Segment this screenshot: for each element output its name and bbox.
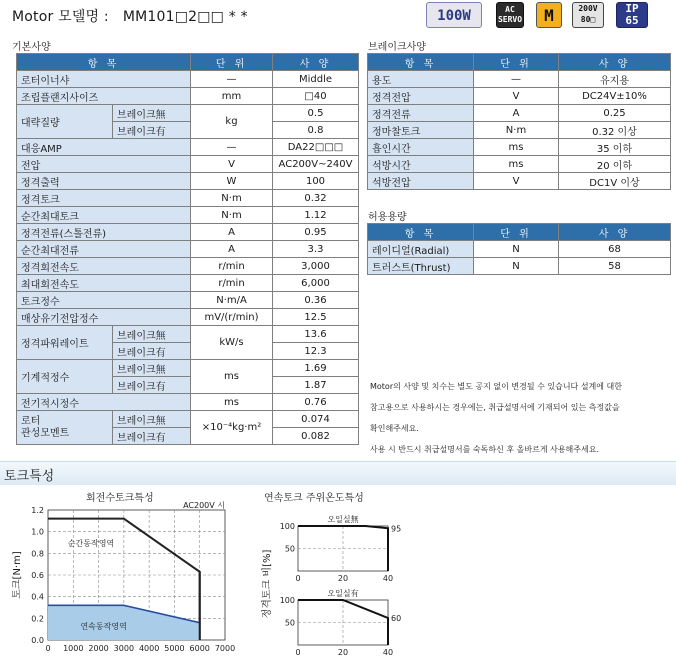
row-label: 정격회전속도 <box>17 258 191 275</box>
model-prefix: Motor 모델명 : <box>12 9 109 25</box>
brake-spec-table <box>367 53 671 190</box>
header-unit: 단 위 <box>191 54 273 71</box>
row-unit: N·m <box>191 207 273 224</box>
x-tick-label: 3000 <box>113 644 135 653</box>
header-spec: 사 양 <box>559 224 671 241</box>
panel-title: 오일실無 <box>327 515 359 524</box>
row-unit: N <box>474 258 559 275</box>
power-badge: 100W <box>426 2 482 28</box>
inertia-label-line2: 관성모멘트 <box>21 427 70 439</box>
temp-torque-chart <box>256 500 402 660</box>
header-unit: 단 위 <box>474 224 559 241</box>
ip-badge-top: IP <box>625 2 639 15</box>
row-unit: — <box>474 71 559 88</box>
row-value: DA22□□□ <box>273 139 359 156</box>
row-value: 20 이하 <box>559 156 671 173</box>
row-unit: N <box>474 241 559 258</box>
row-label: 최대회전속도 <box>17 275 191 292</box>
x-tick-label: 1000 <box>63 644 84 653</box>
row-label: 정마찰토크 <box>368 122 474 139</box>
x-tick-label: 4000 <box>138 644 160 653</box>
row-unit: ms <box>474 139 559 156</box>
table-header-row <box>368 224 671 241</box>
row-value: 0.25 <box>559 105 671 122</box>
row-value: 1.69 <box>273 360 359 377</box>
spec-notes <box>370 376 670 460</box>
ip-badge-bottom: 65 <box>625 14 639 27</box>
row-value: 0.8 <box>273 122 359 139</box>
note-line: 참고용으로 사용하시는 경우에는, 취급설명서에 기재되어 있는 측정값을 <box>370 403 620 412</box>
row-unit: N·m <box>474 122 559 139</box>
row-value: 0.32 이상 <box>559 122 671 139</box>
servo-badge-top: AC <box>505 5 515 14</box>
table-row <box>17 411 359 428</box>
header-spec: 사 양 <box>559 54 671 71</box>
basic-spec-table <box>16 53 359 445</box>
row-unit: ms <box>474 156 559 173</box>
x-tick-label: 20 <box>337 648 349 657</box>
brake-yes-label: 브레이크有 <box>113 428 191 445</box>
row-label: 전압 <box>17 156 191 173</box>
row-label: 토크정수 <box>17 292 191 309</box>
row-unit: — <box>191 139 273 156</box>
table-row <box>368 156 671 173</box>
spec-badges <box>426 2 676 32</box>
y-axis-label: 정격토크 비[%] <box>262 549 273 619</box>
table-row <box>17 190 359 207</box>
table-row <box>368 71 671 88</box>
row-label: 정격파워레이트 <box>17 326 113 360</box>
y-tick-label: 50 <box>284 618 295 628</box>
brake-no-label: 브레이크無 <box>113 360 191 377</box>
row-label: 정격전류 <box>368 105 474 122</box>
header-item: 항 목 <box>17 54 191 71</box>
row-unit: mV/(r/min) <box>191 309 273 326</box>
x-tick-label: 40 <box>382 648 394 657</box>
y-tick-label: 1.2 <box>31 506 44 515</box>
row-unit: r/min <box>191 258 273 275</box>
row-unit: kW/s <box>191 326 273 360</box>
row-unit: ms <box>191 394 273 411</box>
x-tick-label: 5000 <box>164 644 185 653</box>
row-label: 로터이너샤 <box>17 71 191 88</box>
x-tick-label: 2000 <box>88 644 109 653</box>
table-row <box>17 241 359 258</box>
row-unit: W <box>191 173 273 190</box>
x-tick-label: 20 <box>337 574 349 583</box>
table-row <box>17 394 359 411</box>
note-line: 사용 시 반드시 취급설명서를 숙독하신 후 올바르게 사용해주세요. <box>370 445 599 454</box>
brake-yes-label: 브레이크有 <box>113 343 191 360</box>
table-header-row <box>17 54 359 71</box>
row-value: 0.074 <box>273 411 359 428</box>
header-item: 항 목 <box>368 54 474 71</box>
row-label: 흡인시간 <box>368 139 474 156</box>
row-unit: A <box>191 224 273 241</box>
row-unit: A <box>474 105 559 122</box>
row-unit: V <box>474 173 559 190</box>
row-label: 석방시간 <box>368 156 474 173</box>
continuous-region-label: 연속동작영역 <box>80 622 127 632</box>
y-tick-label: 0.4 <box>31 592 44 602</box>
table-row <box>17 292 359 309</box>
servo-badge <box>496 2 524 28</box>
row-label: 정격전류(스톨전류) <box>17 224 191 241</box>
table-row <box>368 258 671 275</box>
row-value: 0.32 <box>273 190 359 207</box>
row-label: 레이디얼(Radial) <box>368 241 474 258</box>
x-tick-label: 7000 <box>214 644 236 653</box>
table-row <box>368 105 671 122</box>
row-unit: kg <box>191 105 273 139</box>
table-row <box>17 258 359 275</box>
table-row <box>17 139 359 156</box>
row-value: 68 <box>559 241 671 258</box>
row-value: 1.87 <box>273 377 359 394</box>
table-row <box>368 88 671 105</box>
y-tick-label: 0.0 <box>31 636 44 645</box>
row-label: 석방전압 <box>368 173 474 190</box>
x-tick-label: 0 <box>45 644 51 653</box>
brake-yes-label: 브레이크有 <box>113 122 191 139</box>
row-label: 순간최대토크 <box>17 207 191 224</box>
brake-no-label: 브레이크無 <box>113 411 191 428</box>
row-label: 대략질량 <box>17 105 113 139</box>
table-row <box>368 122 671 139</box>
row-value: 12.3 <box>273 343 359 360</box>
table-row <box>17 156 359 173</box>
table-row <box>17 71 359 88</box>
allowable-load-table <box>367 223 671 275</box>
basic-spec-title: 기본사양 <box>12 42 51 53</box>
row-label: 매상유기전압정수 <box>17 309 191 326</box>
voltage-annotation: AC200V 시 <box>183 501 225 510</box>
speed-torque-chart <box>0 500 250 660</box>
end-value-label: 60 <box>391 614 402 623</box>
table-row <box>17 309 359 326</box>
header-unit: 단 위 <box>474 54 559 71</box>
speed-torque-chart-title: 회전수토크특성 <box>86 493 154 504</box>
row-unit: A <box>191 241 273 258</box>
table-row <box>17 88 359 105</box>
x-tick-label: 6000 <box>189 644 210 653</box>
row-value: DC24V±10% <box>559 88 671 105</box>
row-unit: V <box>191 156 273 173</box>
row-value: 0.95 <box>273 224 359 241</box>
row-value: 유지용 <box>559 71 671 88</box>
x-tick-label: 0 <box>295 648 301 657</box>
y-tick-label: 100 <box>279 596 295 605</box>
row-value: 13.6 <box>273 326 359 343</box>
row-value: 0.5 <box>273 105 359 122</box>
table-header-row <box>368 54 671 71</box>
row-value: 58 <box>559 258 671 275</box>
voltage-badge-top: 200V <box>578 4 598 13</box>
row-value: 3,000 <box>273 258 359 275</box>
y-tick-label: 50 <box>284 544 295 554</box>
row-label: 대응AMP <box>17 139 191 156</box>
row-value: 100 <box>273 173 359 190</box>
brake-no-label: 브레이크無 <box>113 105 191 122</box>
row-label: 전기적시정수 <box>17 394 191 411</box>
y-tick-label: 0.6 <box>31 571 44 580</box>
note-line: 확인해주세요. <box>370 424 419 433</box>
servo-badge-bottom: SERVO <box>497 15 523 24</box>
row-label: 조립플랜지사이즈 <box>17 88 191 105</box>
y-axis-label: 토크[N·m] <box>12 551 23 599</box>
instantaneous-region-label: 순간동작영역 <box>67 538 115 548</box>
row-value: AC200V~240V <box>273 156 359 173</box>
y-tick-label: 0.8 <box>31 549 44 559</box>
inertia-label-line1: 로터 <box>21 415 41 427</box>
table-row <box>17 105 359 122</box>
row-value: □40 <box>273 88 359 105</box>
torque-section-bar <box>0 461 676 485</box>
row-unit: — <box>191 71 273 88</box>
model-code: MM101□2□□ * * <box>122 9 248 25</box>
row-value: 6,000 <box>273 275 359 292</box>
row-label: 정격출력 <box>17 173 191 190</box>
temp-torque-chart-title: 연속토크 주위온도특성 <box>264 493 364 504</box>
row-label: 트러스트(Thrust) <box>368 258 474 275</box>
row-value: 0.36 <box>273 292 359 309</box>
x-tick-label: 40 <box>382 574 394 583</box>
brake-spec-title: 브레이크사양 <box>368 42 426 53</box>
header-spec: 사 양 <box>273 54 359 71</box>
brake-yes-label: 브레이크有 <box>113 377 191 394</box>
table-row <box>17 224 359 241</box>
y-tick-label: 0.2 <box>31 614 44 624</box>
row-unit: mm <box>191 88 273 105</box>
row-unit: ×10⁻⁴kg·m² <box>191 411 273 445</box>
row-value: 0.082 <box>273 428 359 445</box>
table-row <box>17 207 359 224</box>
model-title <box>12 6 248 26</box>
y-tick-label: 100 <box>279 522 295 531</box>
row-value: 0.76 <box>273 394 359 411</box>
row-unit: ms <box>191 360 273 394</box>
row-label <box>17 411 113 445</box>
row-value: DC1V 이상 <box>559 173 671 190</box>
row-label: 정격토크 <box>17 190 191 207</box>
table-row <box>368 173 671 190</box>
row-label: 순간최대전류 <box>17 241 191 258</box>
row-label: 용도 <box>368 71 474 88</box>
row-value: 12.5 <box>273 309 359 326</box>
note-line: Motor의 사양 및 치수는 별도 공지 없이 변경될 수 있습니다 설계에 대한 <box>370 382 623 391</box>
voltage-badge-bottom: 80□ <box>580 15 596 24</box>
row-label: 정격전압 <box>368 88 474 105</box>
torque-section-title: 토크특성 <box>4 469 55 484</box>
table-row <box>368 241 671 258</box>
brake-no-label: 브레이크無 <box>113 326 191 343</box>
table-row <box>368 139 671 156</box>
allowable-load-title: 허용용량 <box>368 212 407 223</box>
row-value: 3.3 <box>273 241 359 258</box>
end-value-label: 95 <box>391 524 402 534</box>
row-unit: V <box>474 88 559 105</box>
y-tick-label: 1.0 <box>31 527 44 537</box>
row-unit: N·m/A <box>191 292 273 309</box>
x-tick-label: 0 <box>295 574 301 583</box>
table-row <box>17 173 359 190</box>
row-value: Middle <box>273 71 359 88</box>
middle-inertia-badge: M <box>536 2 562 28</box>
table-row <box>17 275 359 292</box>
row-label: 기계적정수 <box>17 360 113 394</box>
row-value: 1.12 <box>273 207 359 224</box>
voltage-badge <box>572 2 604 28</box>
row-unit: r/min <box>191 275 273 292</box>
row-value: 35 이하 <box>559 139 671 156</box>
ip-rating-badge <box>616 2 648 28</box>
panel-title: 오일실有 <box>327 589 359 598</box>
table-row <box>17 360 359 377</box>
row-unit: N·m <box>191 190 273 207</box>
header-item: 항 목 <box>368 224 474 241</box>
table-row <box>17 326 359 343</box>
